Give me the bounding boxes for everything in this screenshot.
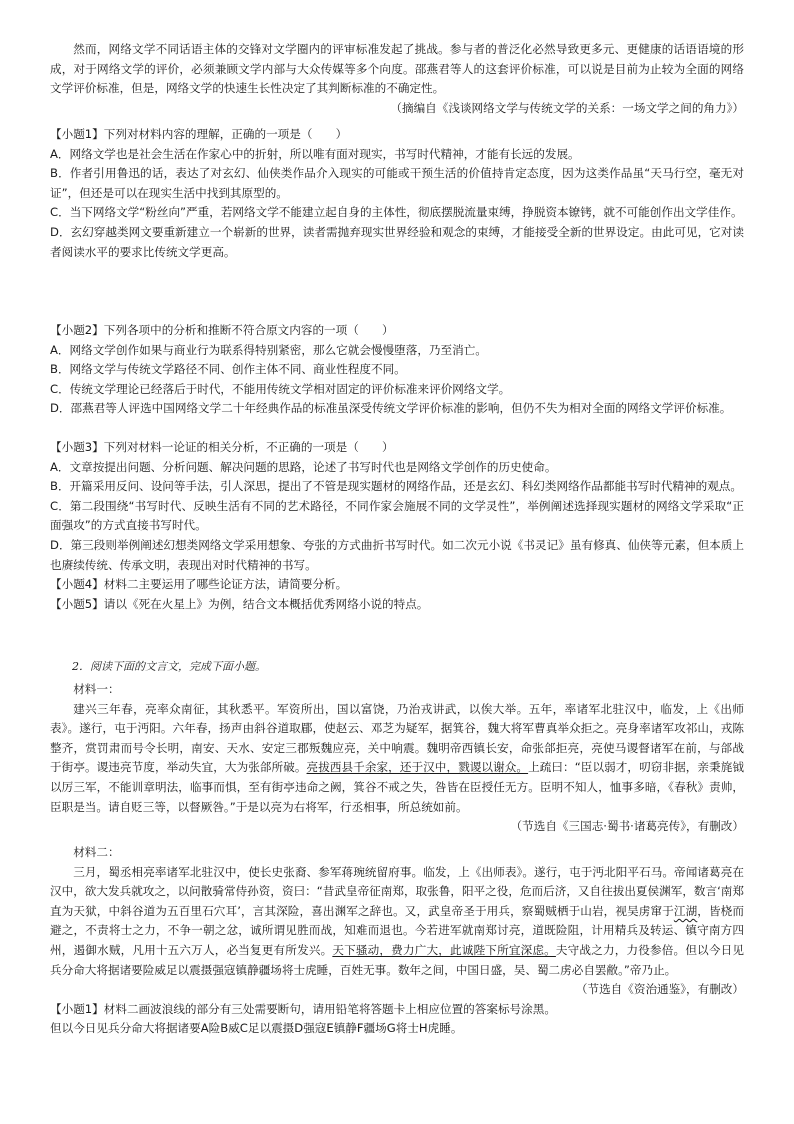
question-2-option-b: B．网络文学与传统文学路径不同、创作主体不同、商业性程度不同。 (50, 362, 406, 377)
question-1-option-b: B．作者引用鲁迅的话，表达了对玄幻、仙侠类作品介入现实的可能或干预生活的价值持肯定态度，因为这类作品虽“天马行空，毫无对证”，但还是可以在现实生活中找到其原型的。 (50, 166, 744, 200)
material-2-underlined-sentence: 天下骚动，费力广大，此诚陛下所宜深虑。 (332, 942, 556, 957)
question-1-stem: 【小题1】下列对材料内容的理解，正确的一项是（ ） (50, 127, 348, 141)
question-1-option-d: D．玄幻穿越类网文要重新建立一个崭新的世界，读者需抛弃现实世界经验和观念的束缚，才能接受全新的世界设定。由此可见，它对读者阅读水平的要求比传统文学更高。 (50, 224, 744, 259)
question-2-stem: 【小题2】下列各项中的分析和推断不符合原文内容的一项（ ） (50, 323, 394, 337)
material-2-text (50, 863, 744, 981)
question-4-stem: 【小题4】材料二主要运用了哪些论证方法，请简要分析。 (50, 577, 348, 592)
material-2-text-b: ，皆桡而避之，不责将士之力，不争一朝之忿，诚所谓见胜而战，知难而退也。今若进军就南郑讨亮，道既险阻，计用精兵及转运、镇守南方四州，遏御水贼，凡用十五六万人，必当复更有所发兴。 (50, 903, 744, 957)
question-3-option-a: A．文章按提出问题、分析问题、解决问题的思路，论述了书写时代也是网络文学创作的历史使命。 (50, 459, 557, 474)
part1-intro-block (50, 40, 744, 118)
question-1-block (50, 125, 744, 262)
material-1-text-b: 上疏曰：“臣以弱才，叨窃非据，亲秉旄钺以厉三军，不能训章明法，临事而惧，至有街亭违命之阙，箕谷不戒之失，咎皆在臣授任无方。臣明不知人，恤事多暗，《春秋》责帅，臣职是当。请自贬三等，以督厥咎。”于是以亮为右将军，行丞相事，所总统如前。 (50, 760, 744, 814)
material-1-text-a: 建兴三年春，亮率众南征，其秋悉平。军资所出，国以富饶，乃治戎讲武，以俟大举。五年，率诸军北驻汉中，临发，上《出师表》。遂行，屯于沔阳。六年春，扬声由斜谷道取郿，使赵云、邓芝为疑军，据箕谷，魏大将军曹真举众拒之。亮身率诸军攻祁山，戎陈整齐，赏罚肃而号令长明，南安、天水、安定三郡叛魏应亮，关中响震。魏明帝西镇长安，命张郃拒亮，亮使马谡督诸军在前，与郃战于街亭。谡违亮节度，举动失宜，大为张郃所破。 (50, 701, 744, 775)
material-2-text-a: 三月，蜀丞相亮率诸军北驻汉中，使长史张裔、参军蒋琬统留府事。临发，上《出师表》。遂行，屯于沔北阳平石马。帝闻诸葛亮在汉中，欲大发兵就攻之，以问散骑常侍孙资，资曰：“昔武皇帝征南郑，取张鲁，阳平之役，危而后济，又自往拔出夏侯渊军，数言‘南郑直为天狱，中斜谷道为五百里石穴耳’，言其深险，喜出渊军之辞也。又，武皇帝圣于用兵，察蜀贼栖于山岩，视吴虏窜于 (50, 864, 744, 918)
material-2-wavy-text: 江湖 (673, 903, 698, 918)
question-1-option-a: A．网络文学也是社会生活在作家心中的折射，所以唯有面对现实，书写时代精神，才能有长远的发展。 (50, 146, 580, 161)
question-1-option-c: C．当下网络文学“粉丝向”严重，若网络文学不能建立起自身的主体性，彻底摆脱流量束缚，挣脱资本镣铐，就不可能创作出文学佳作。 (50, 205, 743, 220)
material-1-source: （节选自《三国志·蜀书·诸葛亮传》，有删改） (510, 819, 744, 834)
question-3-block (50, 438, 744, 614)
question-2-option-c: C．传统文学理论已经落后于时代，不能用传统文学相对固定的评价标准来评价网络文学。 (50, 381, 511, 396)
question-3-option-d: D．第三段则举例阐述幻想类网络文学采用想象、夸张的方式曲折书写时代。如二次元小说《书灵记》虽有修真、仙侠等元素，但本质上也赓续传统、传承文明，表现出对时代精神的书写。 (50, 537, 744, 572)
part2-question-1-text: 但以今日见兵分命大将据诸要A险B威C足以震摄D强寇E镇静F疆场G将士H虎睡。 (50, 1021, 463, 1036)
question-2-option-a: A．网络文学创作如果与商业行为联系得特别紧密，那么它就会慢慢堕落，乃至消亡。 (50, 342, 487, 357)
material-1-underlined-sentence: 亮拔西县千余家，还于汉中，戮谡以谢众。 (306, 760, 529, 775)
material-1-text (50, 700, 744, 818)
material-1-block (50, 680, 744, 837)
material-2-source: （节选自《资治通鉴》，有删改） (575, 982, 744, 997)
paragraph-intro: 然而，网络文学不同话语主体的交锋对文学圈内的评审标准发起了挑战。参与者的普泛化必然导致更多元、更健康的话语语境的形成，对于网络文学的评价，必须兼顾文学内部与大众传媒等多个向度。邵燕君等人的这套评价标准，可以说是目前为止较为全面的网络文学评价标准，但是，网络文学的快速生长性决定了其判断标准的不确定性。 (50, 42, 744, 96)
material-2-text-c: 夫守战之力，力役参倍。但以今日见兵分命大将据诸要险威足以震摄强寇镇静疆场将士虎睡，百姓无事。数年之间，中国日盛，吴、蜀二虏必自罢敝。”帝乃止。 (50, 942, 744, 977)
question-5-stem: 【小题5】请以《死在火星上》为例，结合文本概括优秀网络小说的特点。 (50, 596, 429, 611)
part2-question-1-stem: 【小题1】材料二画波浪线的部分有三处需要断句，请用铅笔将答题卡上相应位置的答案标号涂黑。 (50, 1001, 556, 1016)
question-3-option-c: C．第二段围绕“书写时代、反映生活有不同的艺术路径，不同作家会施展不同的文学灵性”，举例阐述选择现实题材的网络文学采取“正面强攻”的方式直接书写时代。 (50, 498, 744, 533)
question-2-block (50, 321, 744, 419)
question-3-stem: 【小题3】下列对材料一论证的相关分析，不正确的一项是（ ） (50, 440, 394, 454)
material-1-label: 材料一： (73, 682, 120, 696)
section-2-heading: 2．阅读下面的文言文，完成下面小题。 (72, 660, 266, 673)
material-2-label: 材料二： (73, 845, 120, 859)
question-2-option-d: D．邵燕君等人评选中国网络文学二十年经典作品的标准虽深受传统文学评价标准的影响，但仍不失为相对全面的网络文学评价标准。 (50, 401, 732, 416)
part2-heading-block (50, 657, 744, 677)
material-2-block (50, 843, 744, 1039)
question-3-option-b: B．开篇采用反问、设问等手法，引人深思，提出了不管是现实题材的网络作品，还是玄幻、科幻类网络作品都能书写时代精神的观点。 (50, 479, 742, 494)
source-citation: （摘编自《浅谈网络文学与传统文学的关系：一场文学之间的角力》） (390, 100, 744, 115)
